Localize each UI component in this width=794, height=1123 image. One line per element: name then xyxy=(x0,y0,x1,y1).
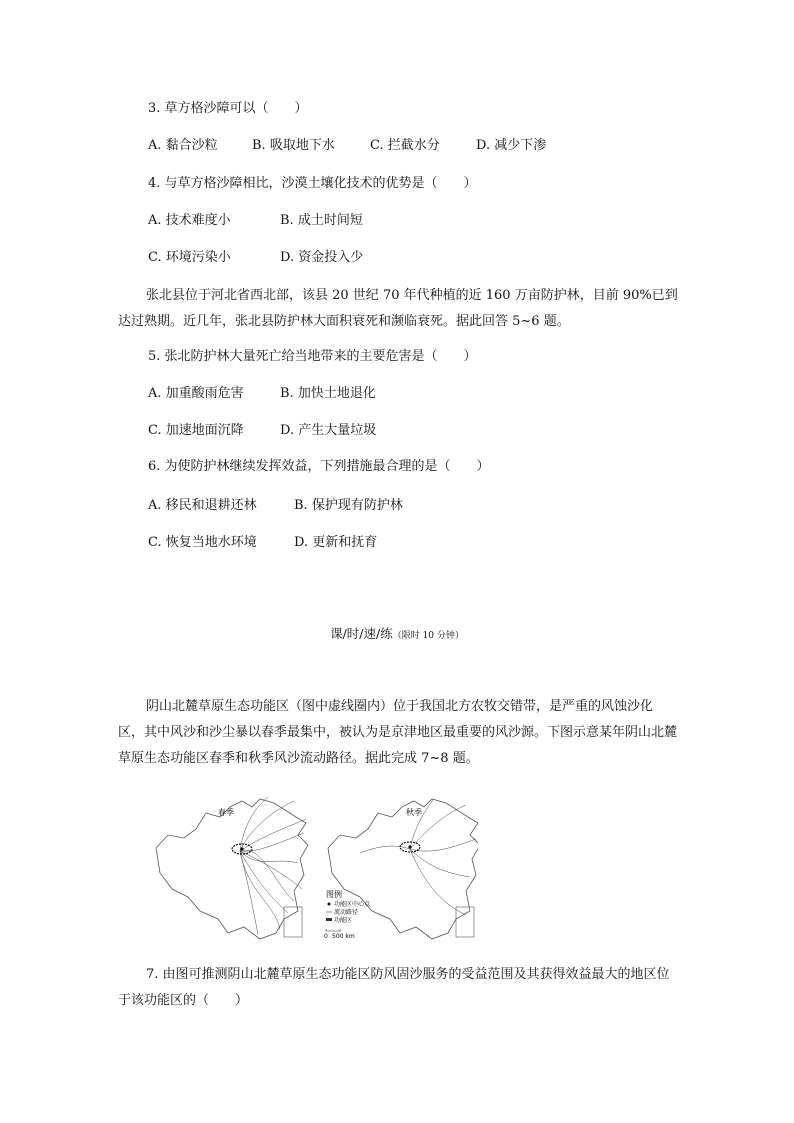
q5-option-b: B. 加快土地退化 xyxy=(280,386,376,401)
sand-flow-maps-figure xyxy=(148,793,478,943)
q4-options-row2 xyxy=(148,248,363,268)
q4-options-row1 xyxy=(148,211,363,231)
autumn-center-point xyxy=(408,845,411,848)
q6-option-b: B. 保护现有防护林 xyxy=(294,498,403,513)
spring-path-5 xyxy=(240,851,302,889)
q5-option-a: A. 加重酸雨危害 xyxy=(148,386,244,401)
scale-zero-label: 0 xyxy=(324,933,328,940)
autumn-path-3 xyxy=(410,849,470,877)
q6-options-row1 xyxy=(148,496,403,516)
q3-stem: 3. 草方格沙障可以（ ） xyxy=(148,101,308,116)
legend-zone-icon xyxy=(326,918,332,921)
spring-label: 春季 xyxy=(218,808,234,817)
q6-options-row2 xyxy=(148,533,377,553)
q3-options xyxy=(148,136,546,156)
q4-option-a: A. 技术难度小 xyxy=(148,213,231,228)
scale-label: 500 km xyxy=(332,933,355,940)
section-heading xyxy=(0,624,794,642)
spring-center-point xyxy=(240,847,243,850)
q4-option-d: D. 资金投入少 xyxy=(280,250,364,265)
autumn-south-sea-inset xyxy=(456,907,474,937)
q4-stem: 4. 与草方格沙障相比，沙漠土壤化技术的优势是（ ） xyxy=(148,176,477,191)
passage-yinshan: 阴山北麓草原生态功能区（图中虚线圈内）位于我国北方农牧交错带，是严重的风蚀沙化区，其中风沙和沙尘暴以春季最集中，被认为是京津地区最重要的风沙源。下图示意某年阴山北麓草原生态功能区春季和秋季风沙流动路径。据此完成 7~8 题。 xyxy=(118,699,678,766)
section-time-note: （限时 10 分钟） xyxy=(392,631,464,641)
spring-map xyxy=(156,797,308,939)
legend-center-point-icon xyxy=(328,903,331,906)
spring-path-2 xyxy=(240,833,304,851)
q5-options-row1 xyxy=(148,384,376,404)
autumn-path-5 xyxy=(410,849,466,915)
q7-stem: 7. 由图可推测阴山北麓草原生态功能区防风固沙服务的受益范围及其获得效益最大的地区位于该功能区的（ ） xyxy=(118,967,670,1008)
q6-option-d: D. 更新和抚育 xyxy=(294,535,378,550)
q3-option-b: B. 吸取地下水 xyxy=(252,138,335,153)
q4-option-c: C. 环境污染小 xyxy=(148,250,231,265)
legend-item-center-point: 功能区中心点 xyxy=(334,901,371,908)
q5-stem: 5. 张北防护林大量死亡给当地带来的主要危害是（ ） xyxy=(148,349,477,364)
passage-zhangbei: 张北县位于河北省西北部，该县 20 世纪 70 年代种植的近 160 万亩防护林，目前 90%已到达过熟期。近几年，张北县防护林大面积衰死和濒临衰死。据此回答 5~6 题。 xyxy=(118,288,678,329)
spring-map-outline xyxy=(156,799,308,939)
q5-option-c: C. 加速地面沉降 xyxy=(148,423,244,438)
autumn-label: 秋季 xyxy=(406,808,422,817)
legend-item-function-zone: 功能区 xyxy=(334,917,353,924)
q3-option-c: C. 拦截水分 xyxy=(370,138,440,153)
spring-path-1 xyxy=(240,801,294,851)
autumn-path-6 xyxy=(360,846,410,853)
q4-option-b: B. 成土时间短 xyxy=(280,213,363,228)
q3-option-a: A. 黏合沙粒 xyxy=(148,138,218,153)
q6-option-a: A. 移民和退耕还林 xyxy=(148,498,257,513)
autumn-path-4 xyxy=(410,799,434,849)
section-title: 课/时/速/练 xyxy=(330,626,393,641)
q3-option-d: D. 减少下渗 xyxy=(476,138,547,153)
q5-options-row2 xyxy=(148,421,376,441)
spring-path-9 xyxy=(240,851,280,929)
spring-path-7 xyxy=(240,851,298,863)
q6-stem: 6. 为使防护林继续发挥效益，下列措施最合理的是（ ） xyxy=(148,459,490,474)
spring-path-4 xyxy=(240,851,258,935)
map-legend xyxy=(324,889,371,940)
q5-option-d: D. 产生大量垃圾 xyxy=(280,423,377,438)
legend-title: 图例 xyxy=(326,890,342,899)
scale-bar-icon xyxy=(326,929,340,931)
q6-option-c: C. 恢复当地水环境 xyxy=(148,535,257,550)
legend-item-flow-path: 流动路径 xyxy=(334,909,359,916)
